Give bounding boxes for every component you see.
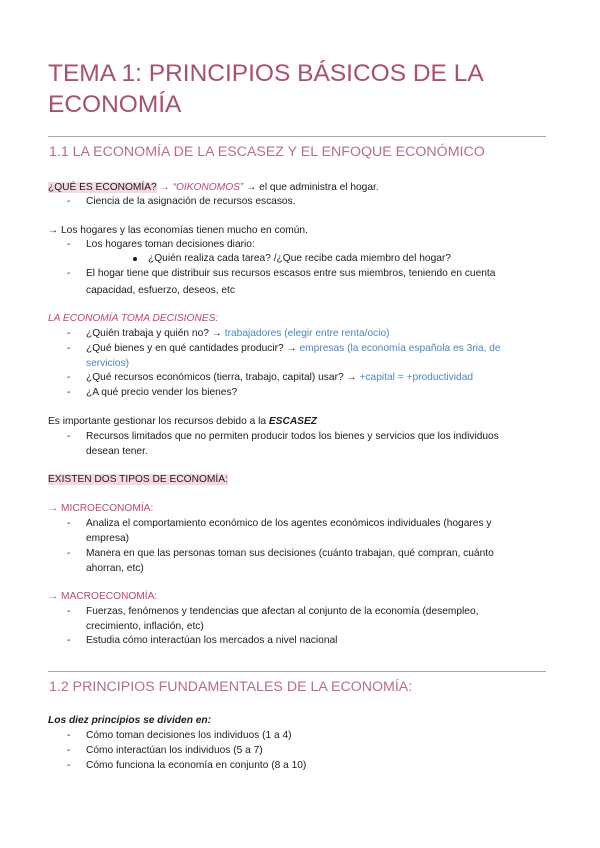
dash-marker: -	[67, 239, 71, 250]
oikonomos-definition: → el que administra el hogar.	[246, 182, 379, 193]
dash-marker: -	[67, 518, 71, 529]
oikonomos-term: “OIKONOMOS”	[172, 182, 244, 193]
decision-1-question: ¿Quién trabaja y quién no? →	[86, 328, 222, 339]
hogares-item-2-line-2: capacidad, esfuerzo, deseos, etc	[86, 285, 235, 296]
micro-item-2-line-2: ahorran, etc)	[86, 563, 144, 574]
tipos-line	[48, 473, 228, 486]
hogares-subitem: ¿Quién realiza cada tarea? /¿Que recibe cada miembro del hogar?	[148, 253, 451, 264]
economia-question-label: ¿QUÉ ES ECONOMÍA?	[48, 182, 157, 193]
macro-item-2: Estudia cómo interactúan los mercados a nivel nacional	[86, 635, 338, 646]
escasez-line	[48, 415, 317, 428]
definition-line	[48, 181, 379, 194]
macro-item-1-line-2: crecimiento, inflación, etc)	[86, 621, 204, 632]
hogares-intro: → Los hogares y las economías tienen mucho en común.	[48, 225, 308, 236]
dash-marker: -	[67, 387, 71, 398]
macro-label: → MACROECONOMÍA:	[48, 591, 158, 602]
hogares-item-1: Los hogares toman decisiones diario:	[86, 239, 255, 250]
dash-marker: -	[67, 730, 71, 741]
section-1-heading: 1.1 LA ECONOMÍA DE LA ESCASEZ Y EL ENFOQUE ECONÓMICO	[49, 144, 485, 160]
principio-group-1: Cómo toman decisiones los individuos (1 a 4)	[86, 730, 292, 741]
dash-marker: -	[67, 343, 71, 354]
dash-marker: -	[67, 431, 71, 442]
escasez-item-line-1: Recursos limitados que no permiten producir todos los bienes y servicios que los individuos	[86, 431, 499, 442]
principio-group-2: Cómo interactúan los individuos (5 a 7)	[86, 745, 263, 756]
macro-item-1-line-1: Fuerzas, fenómenos y tendencias que afectan al conjunto de la economía (desempleo,	[86, 606, 479, 617]
dash-marker: -	[67, 745, 71, 756]
divider-2	[48, 671, 546, 672]
decision-4: ¿A qué precio vender los bienes?	[86, 387, 238, 398]
micro-label: → MICROECONOMÍA:	[48, 503, 154, 514]
decision-2-question: ¿Qué bienes y en qué cantidades producir? →	[86, 343, 297, 354]
dash-marker: -	[67, 328, 71, 339]
decision-3	[86, 371, 473, 384]
decision-2-answer-cont: servicios)	[86, 358, 130, 369]
dash-marker: -	[67, 196, 71, 207]
dash-marker: -	[67, 635, 71, 646]
decision-3-answer: +capital = +productividad	[359, 372, 474, 383]
principio-group-3: Cómo funciona la economía en conjunto (8 a 10)	[86, 760, 307, 771]
micro-item-1-line-2: empresa)	[86, 533, 130, 544]
escasez-item-line-2: desean tener.	[86, 446, 148, 457]
dash-marker: -	[67, 372, 71, 383]
page-title: TEMA 1: PRINCIPIOS BÁSICOS DE LA ECONOMÍA	[48, 60, 483, 118]
escasez-keyword: ESCASEZ	[268, 416, 317, 427]
escasez-intro: Es importante gestionar los recursos debido a la	[48, 416, 267, 427]
dash-marker: -	[67, 268, 71, 279]
tipos-label: EXISTEN DOS TIPOS DE ECONOMÍA:	[48, 474, 228, 485]
decision-2-answer: empresas (la economía española es 3ria, de	[299, 343, 501, 354]
decision-1	[86, 327, 390, 340]
dash-marker: -	[67, 548, 71, 559]
dash-marker: -	[67, 760, 71, 771]
decision-3-question: ¿Qué recursos económicos (tierra, trabajo, capital) usar? →	[86, 372, 357, 383]
definition-item: Ciencia de la asignación de recursos escasos.	[86, 196, 296, 207]
section-2-heading: 1.2 PRINCIPIOS FUNDAMENTALES DE LA ECONOMÍA:	[49, 679, 413, 695]
bullet-icon	[133, 257, 137, 261]
decision-1-answer: trabajadores (elegir entre renta/ocio)	[224, 328, 390, 339]
arrow-symbol: →	[159, 182, 170, 193]
micro-item-1-line-1: Analiza el comportamiento económico de los agentes económicos individuales (hogares y	[86, 518, 492, 529]
decisiones-label: LA ECONOMÍA TOMA DECISIONES:	[48, 313, 219, 324]
dash-marker: -	[67, 606, 71, 617]
divider-1	[48, 136, 546, 137]
hogares-item-2-line-1: El hogar tiene que distribuir sus recursos escasos entre sus miembros, teniendo en cuenta	[86, 268, 496, 279]
micro-item-2-line-1: Manera en que las personas toman sus decisiones (cuánto trabajan, qué compran, cuánto	[86, 548, 494, 559]
principios-intro: Los diez principios se dividen en:	[48, 715, 212, 726]
decision-2	[86, 342, 501, 355]
